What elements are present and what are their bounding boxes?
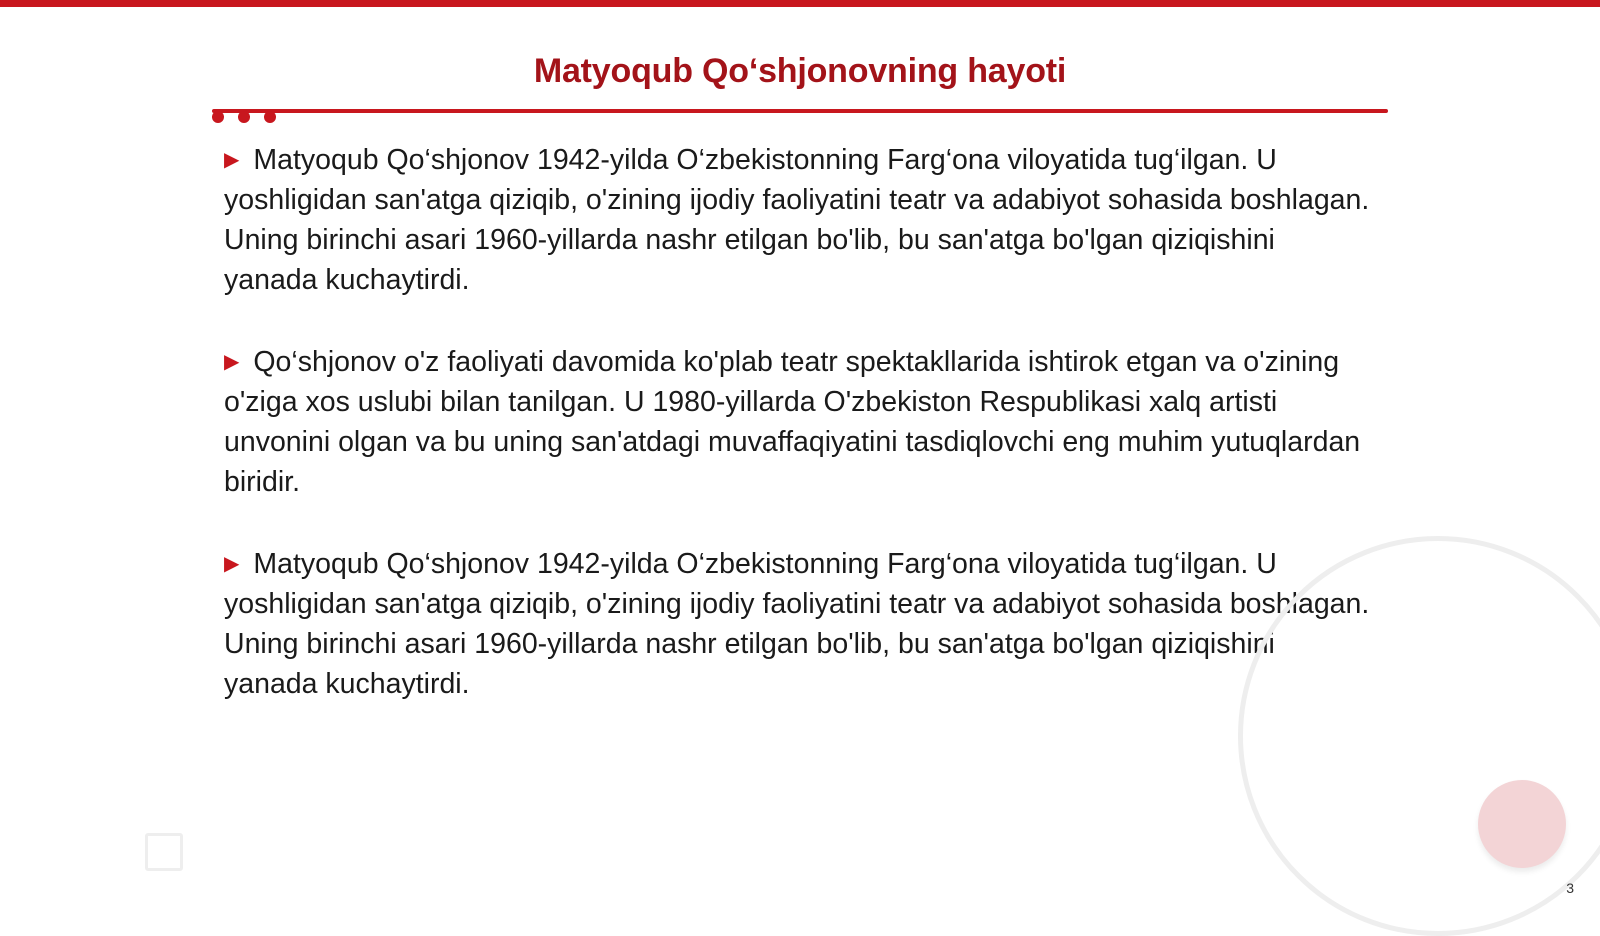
page-number: 3 [1566, 880, 1574, 896]
decorative-pink-circle [1478, 780, 1566, 868]
slide-title: Matyoqub Qo‘shjonovning hayoti [533, 52, 1067, 90]
bullet-arrow-icon: ▶ [224, 351, 240, 373]
bullet-item [224, 140, 1374, 300]
top-accent-bar [0, 0, 1600, 7]
decor-dot [238, 111, 250, 123]
decor-dot [264, 111, 276, 123]
decor-dot [212, 111, 224, 123]
bullet-text: Matyoqub Qo‘shjonov 1942-yilda O‘zbekistonning Farg‘ona viloyatida tug‘ilgan. U yoshligidan san'atga qiziqib, o'zining ijodiy faoliyatini teatr va adabiyot sohasida boshlagan. Uning birinchi asari 1960-yillarda nashr etilgan bo'lib, bu san'atga bo'lgan qiziqishini yanada kuchaytirdi. [224, 548, 1370, 700]
title-dots-decoration [212, 111, 282, 127]
bullet-text: Matyoqub Qo‘shjonov 1942-yilda O‘zbekistonning Farg‘ona viloyatida tug‘ilgan. U yoshligidan san'atga qiziqib, o'zining ijodiy faoliyatini teatr va adabiyot sohasida boshlagan. Uning birinchi asari 1960-yillarda nashr etilgan bo'lib, bu san'atga bo'lgan qiziqishini yanada kuchaytirdi. [224, 144, 1370, 296]
bullet-item [224, 544, 1374, 704]
title-underline [212, 109, 1388, 113]
bullet-arrow-icon: ▶ [224, 149, 240, 171]
bullet-text: Qo‘shjonov o'z faoliyati davomida ko'plab teatr spektakllarida ishtirok etgan va o'zining o'ziga xos uslubi bilan tanilgan. U 1980-yillarda O'zbekiston Respublikasi xalq artisti unvonini olgan va bu uning san'atdagi muvaffaqiyatini tasdiqlovchi eng muhim yutuqlardan biridir. [224, 346, 1361, 498]
bullet-item [224, 342, 1374, 502]
bullet-arrow-icon: ▶ [224, 553, 240, 575]
decorative-square [145, 833, 183, 871]
slide-body [224, 140, 1374, 746]
